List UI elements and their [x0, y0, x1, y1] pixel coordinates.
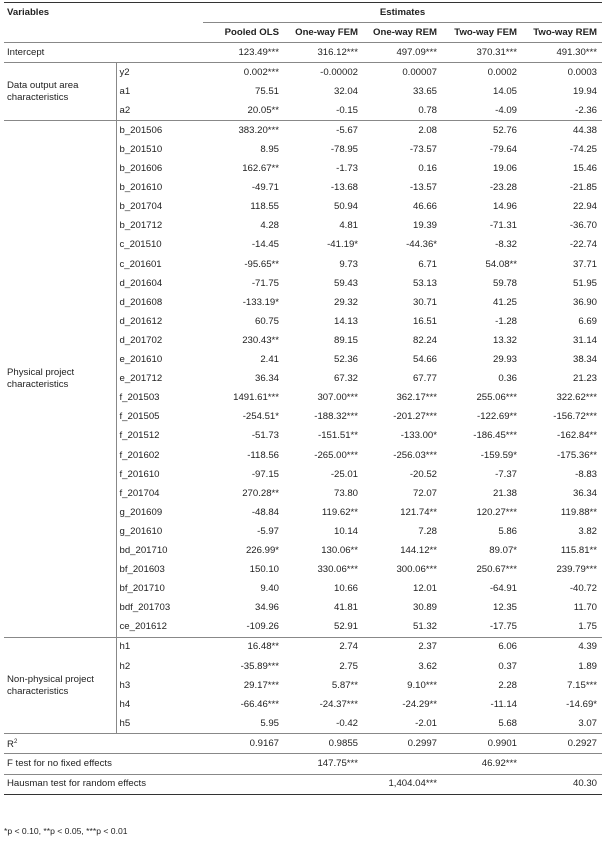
table-cell: 230.43**: [242, 334, 280, 346]
table-cell: 370.31***: [442, 43, 522, 63]
table-cell: 50.94: [334, 201, 359, 213]
table-cell: -23.28: [489, 182, 518, 194]
table-cell: -14.69*: [566, 698, 598, 710]
table-cell: -188.32***: [314, 411, 359, 423]
table-cell: 67.77: [413, 373, 438, 385]
column-header-one-way-fem: One-way FEM: [284, 23, 363, 43]
variable-name: b_201712: [119, 220, 163, 232]
table-cell: 7.15***: [567, 679, 598, 691]
table-cell: 16.48**: [247, 641, 280, 653]
table-cell: 5.68: [442, 714, 522, 734]
table-cell: -17.75: [442, 618, 522, 638]
variable-name: f_201704: [119, 487, 160, 499]
table-cell: 19.39: [413, 220, 438, 232]
table-cell: 0.78: [363, 101, 442, 121]
table-cell: 383.20***: [238, 124, 280, 136]
table-cell: 0.16: [418, 163, 438, 175]
r-label: R: [7, 739, 14, 751]
table-cell: 60.75: [255, 315, 280, 327]
variable-name: c_201510: [119, 239, 162, 251]
table-cell: -5.67: [336, 124, 359, 136]
table-cell: 52.91: [284, 618, 363, 638]
table-cell: -20.52: [409, 468, 438, 480]
table-cell: 0.0002: [487, 66, 518, 78]
f-test-label: F test for no fixed effects: [4, 754, 203, 774]
table-cell: 52.36: [334, 354, 359, 366]
table-cell: -24.37***: [319, 698, 359, 710]
table-cell: -97.15: [251, 468, 280, 480]
table-cell: -7.37: [495, 468, 518, 480]
table-row: [4, 63, 602, 83]
table-cell: 118.55: [250, 201, 280, 213]
table-cell: 144.12**: [400, 544, 438, 556]
table-cell: 89.07*: [489, 544, 518, 556]
table-cell: -0.15: [284, 101, 363, 121]
variable-name: h1: [119, 641, 131, 653]
table-cell: -71.75: [251, 277, 280, 289]
table-row: [4, 43, 602, 63]
table-cell: 316.12***: [284, 43, 363, 63]
table-cell: 29.17***: [243, 679, 280, 691]
table-cell: 0.36: [498, 373, 518, 385]
table-cell: -79.64: [489, 144, 518, 156]
table-cell: 73.80: [334, 487, 359, 499]
table-cell: -8.83: [575, 468, 598, 480]
table-cell: -95.65**: [244, 258, 280, 270]
table-cell: -40.72: [569, 583, 598, 595]
variable-name: bf_201710: [119, 583, 165, 595]
table-cell: 51.95: [573, 277, 598, 289]
table-cell: -24.29**: [402, 698, 438, 710]
variable-name: f_201602: [119, 449, 160, 461]
table-cell: -122.69**: [477, 411, 518, 423]
table-cell: -51.73: [251, 430, 280, 442]
table-cell: [203, 754, 284, 774]
table-cell: 13.32: [493, 334, 518, 346]
table-cell: -14.45: [251, 239, 280, 251]
table-cell: 20.05**: [203, 101, 284, 121]
table-cell: -49.71: [251, 182, 280, 194]
table-cell: 3.62: [418, 660, 438, 672]
variable-name: d_201608: [119, 296, 163, 308]
table-cell: -21.85: [569, 182, 598, 194]
table-cell: 12.35: [493, 602, 518, 614]
table-cell: 9.10***: [407, 679, 438, 691]
table-cell: 12.01: [413, 583, 438, 595]
table-cell: 322.62***: [556, 392, 598, 404]
table-cell: 239.79***: [556, 564, 598, 576]
table-cell: -201.27***: [393, 411, 438, 423]
table-cell: 51.32: [363, 618, 442, 638]
table-cell: 10.66: [334, 583, 359, 595]
table-cell: 307.00***: [317, 392, 359, 404]
header-row-top: [4, 3, 602, 23]
table-cell: 33.65: [413, 85, 438, 97]
table-cell: -254.51*: [242, 411, 280, 423]
table-cell: -162.84**: [557, 430, 598, 442]
table-cell: 89.15: [334, 334, 359, 346]
table-cell: -74.25: [569, 144, 598, 156]
table-cell: -265.00***: [314, 449, 359, 461]
table-cell: -109.26: [203, 618, 284, 638]
table-cell: -118.56: [247, 449, 280, 461]
table-row: [4, 637, 602, 657]
variable-name: c_201601: [119, 258, 162, 270]
table-cell: 0.9855: [284, 734, 363, 754]
column-header-two-way-fem: Two-way FEM: [442, 23, 522, 43]
table-cell: 59.43: [334, 277, 359, 289]
group-label: Non-physical project characteristics: [4, 637, 116, 733]
table-cell: 46.92***: [442, 754, 522, 774]
table-cell: 21.23: [573, 373, 598, 385]
table-cell: 53.13: [413, 277, 438, 289]
table-cell: -1.28: [495, 315, 518, 327]
table-cell: 0.0003: [567, 66, 598, 78]
table-cell: -13.68: [330, 182, 359, 194]
variable-name: g_201609: [119, 506, 163, 518]
table-cell: -2.36: [522, 101, 602, 121]
table-cell: 1491.61***: [233, 392, 280, 404]
table-cell: 497.09***: [363, 43, 442, 63]
table-cell: -1.73: [336, 163, 359, 175]
table-cell: 0.9901: [442, 734, 522, 754]
table-cell: 46.66: [413, 201, 438, 213]
table-cell: 36.34: [573, 487, 598, 499]
variable-name: b_201606: [119, 163, 163, 175]
table-cell: 14.05: [493, 85, 518, 97]
table-cell: 0.002***: [243, 66, 280, 78]
variable-name: a2: [116, 101, 203, 121]
variable-name: h5: [116, 714, 203, 734]
column-header-pooled-ols: Pooled OLS: [203, 23, 284, 43]
variable-name: bf_201603: [119, 564, 165, 576]
table-cell: -2.01: [363, 714, 442, 734]
group-label: Physical project characteristics: [4, 121, 116, 638]
table-cell: -71.31: [489, 220, 518, 232]
table-cell: 5.87**: [331, 679, 359, 691]
table-cell: 5.95: [203, 714, 284, 734]
table-cell: -133.00*: [400, 430, 438, 442]
table-cell: 10.14: [334, 525, 359, 537]
table-row-r2: [4, 734, 602, 754]
table-cell: 250.67***: [476, 564, 518, 576]
table-cell: 121.74**: [400, 506, 438, 518]
table-cell: -22.74: [569, 239, 598, 251]
table-cell: 2.74: [339, 641, 359, 653]
column-header-one-way-rem: One-way REM: [363, 23, 442, 43]
table-cell: 40.30: [522, 774, 602, 794]
table-cell: 2.08: [418, 124, 438, 136]
table-cell: 0.37: [498, 660, 518, 672]
table-cell: -0.00002: [320, 66, 359, 78]
table-cell: 19.94: [573, 85, 598, 97]
table-cell: [442, 774, 522, 794]
table-cell: 4.39: [578, 641, 598, 653]
table-cell: 300.06***: [396, 564, 438, 576]
table-cell: 4.81: [339, 220, 359, 232]
table-cell: 147.75***: [284, 754, 363, 774]
table-cell: -41.19*: [327, 239, 359, 251]
regression-results-table: [4, 2, 602, 795]
row-label: Intercept: [4, 43, 203, 63]
variable-name: bd_201710: [119, 544, 168, 556]
table-cell: 30.71: [413, 296, 438, 308]
table-cell: 2.28: [498, 679, 518, 691]
table-cell: 14.96: [493, 201, 518, 213]
table-cell: -186.45***: [473, 430, 518, 442]
table-cell: 54.08**: [485, 258, 518, 270]
table-cell: 330.06***: [317, 564, 359, 576]
table-cell: 15.46: [573, 163, 598, 175]
table-cell: 72.07: [413, 487, 438, 499]
table-cell: 36.90: [573, 296, 598, 308]
r-squared-label: [4, 734, 203, 754]
table-cell: 6.71: [418, 258, 438, 270]
table-cell: 270.28**: [242, 487, 280, 499]
table-cell: 362.17***: [396, 392, 438, 404]
table-cell: 491.30***: [522, 43, 602, 63]
table-cell: -5.97: [257, 525, 280, 537]
table-cell: 59.78: [493, 277, 518, 289]
table-cell: [363, 754, 442, 774]
table-cell: 3.82: [578, 525, 598, 537]
table-cell: -159.59*: [480, 449, 518, 461]
table-row-f-test: [4, 754, 602, 774]
variable-name: bdf_201703: [119, 602, 171, 614]
variable-name: b_201506: [119, 124, 163, 136]
table-cell: 226.99*: [245, 544, 280, 556]
table-cell: 8.95: [260, 144, 280, 156]
table-cell: -48.84: [251, 506, 280, 518]
table-cell: 1,404.04***: [363, 774, 442, 794]
table-cell: 3.07: [522, 714, 602, 734]
variable-name: e_201712: [119, 373, 163, 385]
table-cell: 37.71: [573, 258, 598, 270]
variable-name: a1: [119, 85, 131, 97]
table-cell: 0.2997: [363, 734, 442, 754]
table-cell: -13.57: [409, 182, 438, 194]
table-cell: 5.86: [498, 525, 518, 537]
table-cell: -0.42: [284, 714, 363, 734]
table-cell: 30.89: [413, 602, 438, 614]
table-cell: 75.51: [255, 85, 280, 97]
table-cell: -64.91: [489, 583, 518, 595]
table-cell: 1.89: [578, 660, 598, 672]
table-cell: [522, 754, 602, 774]
table-cell: 0.00007: [402, 66, 438, 78]
group-label: Data output area characteristics: [4, 63, 116, 121]
variable-name: y2: [119, 66, 130, 78]
table-cell: [284, 774, 363, 794]
table-cell: 2.75: [339, 660, 359, 672]
table-cell: -133.19*: [242, 296, 280, 308]
table-cell: [203, 774, 284, 794]
table-cell: -78.95: [330, 144, 359, 156]
variable-name: b_201610: [119, 182, 163, 194]
table-cell: 255.06***: [476, 392, 518, 404]
table-cell: 6.69: [578, 315, 598, 327]
table-cell: 44.38: [573, 124, 598, 136]
variable-name: b_201704: [119, 201, 163, 213]
table-cell: 22.94: [573, 201, 598, 213]
table-cell: 82.24: [413, 334, 438, 346]
table-cell: 41.81: [334, 602, 359, 614]
table-cell: 7.28: [418, 525, 438, 537]
significance-footnote: *p < 0.10, **p < 0.05, ***p < 0.01: [4, 826, 128, 836]
table-cell: -25.01: [330, 468, 359, 480]
table-cell: 31.14: [573, 334, 598, 346]
table-cell: -73.57: [409, 144, 438, 156]
table-cell: -44.36*: [406, 239, 438, 251]
table-cell: -8.32: [495, 239, 518, 251]
table-cell: -156.72***: [553, 411, 598, 423]
variable-name: f_201503: [119, 392, 160, 404]
variable-name: h4: [119, 698, 131, 710]
table-cell: 9.73: [339, 258, 359, 270]
table-cell: 1.75: [522, 618, 602, 638]
table-cell: 162.67**: [242, 163, 280, 175]
table-cell: -175.36**: [557, 449, 598, 461]
variable-name: e_201610: [119, 354, 163, 366]
table-cell: 34.96: [255, 602, 280, 614]
table-cell: 54.66: [413, 354, 438, 366]
variable-name: d_201702: [119, 334, 163, 346]
table-cell: 19.06: [493, 163, 518, 175]
table-cell: 2.41: [260, 354, 280, 366]
variable-name: d_201604: [119, 277, 163, 289]
table-cell: 119.62**: [321, 506, 359, 518]
table-cell: 11.70: [573, 602, 598, 614]
variable-name: ce_201612: [116, 618, 203, 638]
table-row: [4, 121, 602, 141]
table-cell: 2.37: [418, 641, 438, 653]
table-body: [4, 43, 602, 795]
table-cell: 29.32: [334, 296, 359, 308]
column-header-two-way-rem: Two-way REM: [522, 23, 602, 43]
table-cell: 14.13: [334, 315, 359, 327]
table-cell: 4.28: [260, 220, 280, 232]
table-cell: -11.14: [490, 698, 518, 710]
variable-name: f_201512: [119, 430, 160, 442]
table-cell: -35.89***: [240, 660, 280, 672]
table-cell: 36.34: [255, 373, 280, 385]
table-cell: 120.27***: [476, 506, 518, 518]
hausman-test-label: Hausman test for random effects: [4, 774, 203, 794]
table-cell: 6.06: [498, 641, 518, 653]
table-cell: 16.51: [413, 315, 438, 327]
table-cell: 123.49***: [203, 43, 284, 63]
table-cell: 115.81**: [560, 544, 598, 556]
table-cell: 0.2927: [522, 734, 602, 754]
table-cell: -256.03***: [393, 449, 438, 461]
table-cell: -36.70: [569, 220, 598, 232]
table-cell: 52.76: [493, 124, 518, 136]
table-cell: 119.88**: [560, 506, 598, 518]
table-cell: 0.9167: [203, 734, 284, 754]
variables-header: Variables: [4, 3, 203, 43]
estimates-header: Estimates: [203, 3, 602, 23]
variable-name: f_201505: [119, 411, 160, 423]
table-cell: 41.25: [493, 296, 518, 308]
table-cell: 38.34: [573, 354, 598, 366]
r-superscript: 2: [13, 739, 18, 746]
table-cell: 32.04: [334, 85, 359, 97]
variable-name: g_201610: [119, 525, 163, 537]
table-cell: -151.51**: [318, 430, 359, 442]
table-cell: -4.09: [442, 101, 522, 121]
table-cell: 29.93: [493, 354, 518, 366]
table-cell: 21.38: [493, 487, 518, 499]
table-row-hausman: [4, 774, 602, 794]
table-cell: 130.06**: [321, 544, 359, 556]
table-cell: 9.40: [260, 583, 280, 595]
variable-name: b_201510: [119, 144, 163, 156]
variable-name: h2: [119, 660, 131, 672]
table-cell: -66.46***: [240, 698, 280, 710]
table-cell: 150.10: [249, 564, 280, 576]
variable-name: d_201612: [119, 315, 163, 327]
table-cell: 67.32: [334, 373, 359, 385]
variable-name: f_201610: [119, 468, 160, 480]
variable-name: h3: [119, 679, 131, 691]
